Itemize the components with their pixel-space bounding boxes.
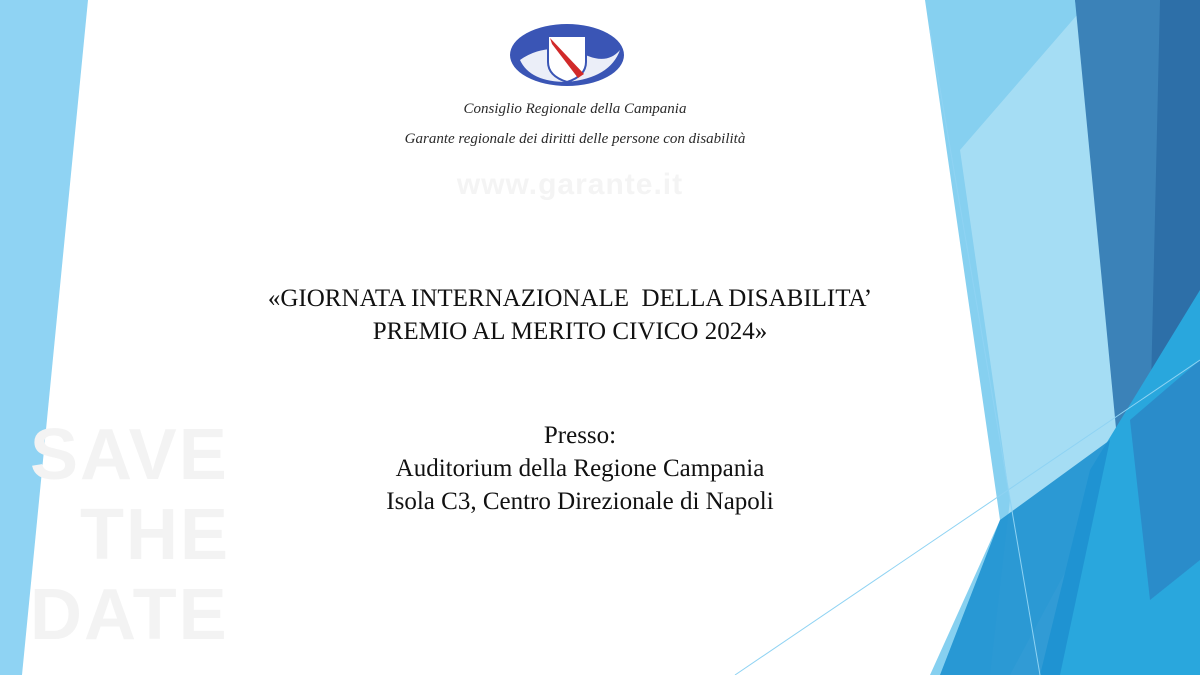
venue-place: Auditorium della Regione Campania: [395, 455, 765, 482]
campania-logo-icon: [508, 22, 626, 88]
venue-label: Presso:: [543, 422, 617, 449]
faded-word: DATE: [30, 575, 229, 655]
faded-website-text: www.garante.it: [456, 168, 684, 201]
venue-address: Isola C3, Centro Direzionale di Napoli: [386, 488, 774, 515]
event-title-line1: «GIORNATA INTERNAZIONALE DELLA DISABILITA’: [267, 285, 873, 312]
event-title: [150, 282, 990, 348]
event-title-line2: PREMIO AL MERITO CIVICO 2024»: [372, 318, 768, 345]
faded-word: THE: [80, 495, 230, 575]
council-name: Consiglio Regionale della Campania: [463, 101, 687, 117]
guarantor-title: Garante regionale dei diritti delle persone con disabilità: [404, 131, 746, 147]
faded-word: SAVE: [30, 415, 229, 495]
venue-block: [230, 419, 930, 518]
